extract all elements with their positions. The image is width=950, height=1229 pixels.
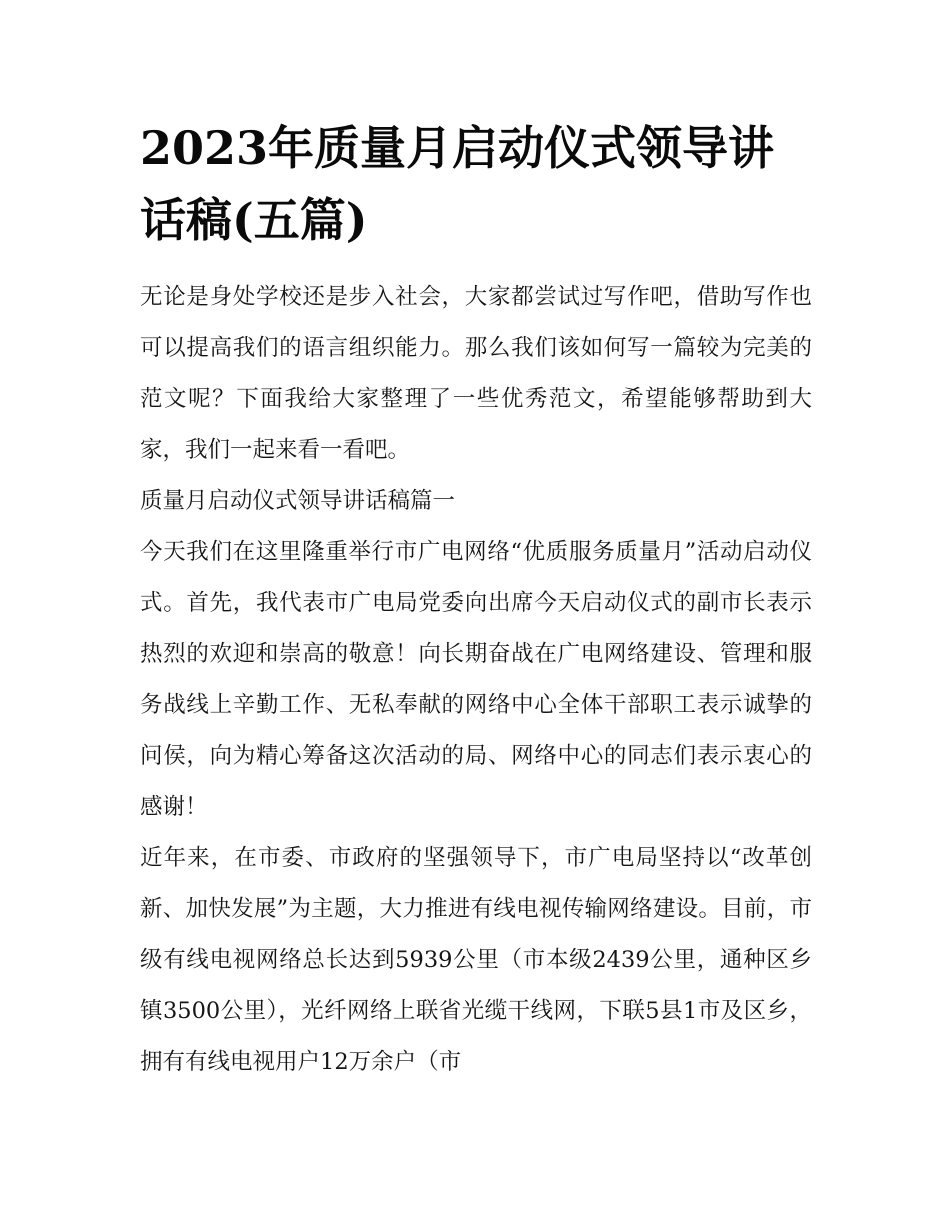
intro-paragraph: 无论是身处学校还是步入社会，大家都尝试过写作吧，借助写作也可以提高我们的语言组织能力。那么我们该如何写一篇较为完美的范文呢？下面我给大家整理了一些优秀范文，希望能够帮助到大家，我们一起来看一看吧。 xyxy=(140,284,812,463)
document-page xyxy=(140,112,812,1088)
document-title: 2023年质量月启动仪式领导讲话稿(五篇) xyxy=(140,121,775,247)
body-paragraph: 近年来，在市委、市政府的坚强领导下，市广电局坚持以“改革创新、加快发展”为主题，大力推进有线电视传输网络建设。目前，市级有线电视网络总长达到5939公里（市本级2439公里，通种区乡镇3500公里），光纤网络上联省光缆干线网，下联5县1市及区乡，拥有有线电视用户12万余户（市 xyxy=(140,845,812,1075)
body-paragraph: 今天我们在这里隆重举行市广电网络“优质服务质量月”活动启动仪式。首先，我代表市广电局党委向出席今天启动仪式的副市长表示热烈的欢迎和崇高的敬意！向长期奋战在广电网络建设、管理和服务战线上辛勤工作、无私奉献的网络中心全体干部职工表示诚挚的问侯，向为精心筹备这次活动的局、网络中心的同志们表示衷心的感谢！ xyxy=(140,539,812,820)
document-body xyxy=(140,272,812,1088)
section-heading: 质量月启动仪式领导讲话稿篇一 xyxy=(140,488,456,514)
